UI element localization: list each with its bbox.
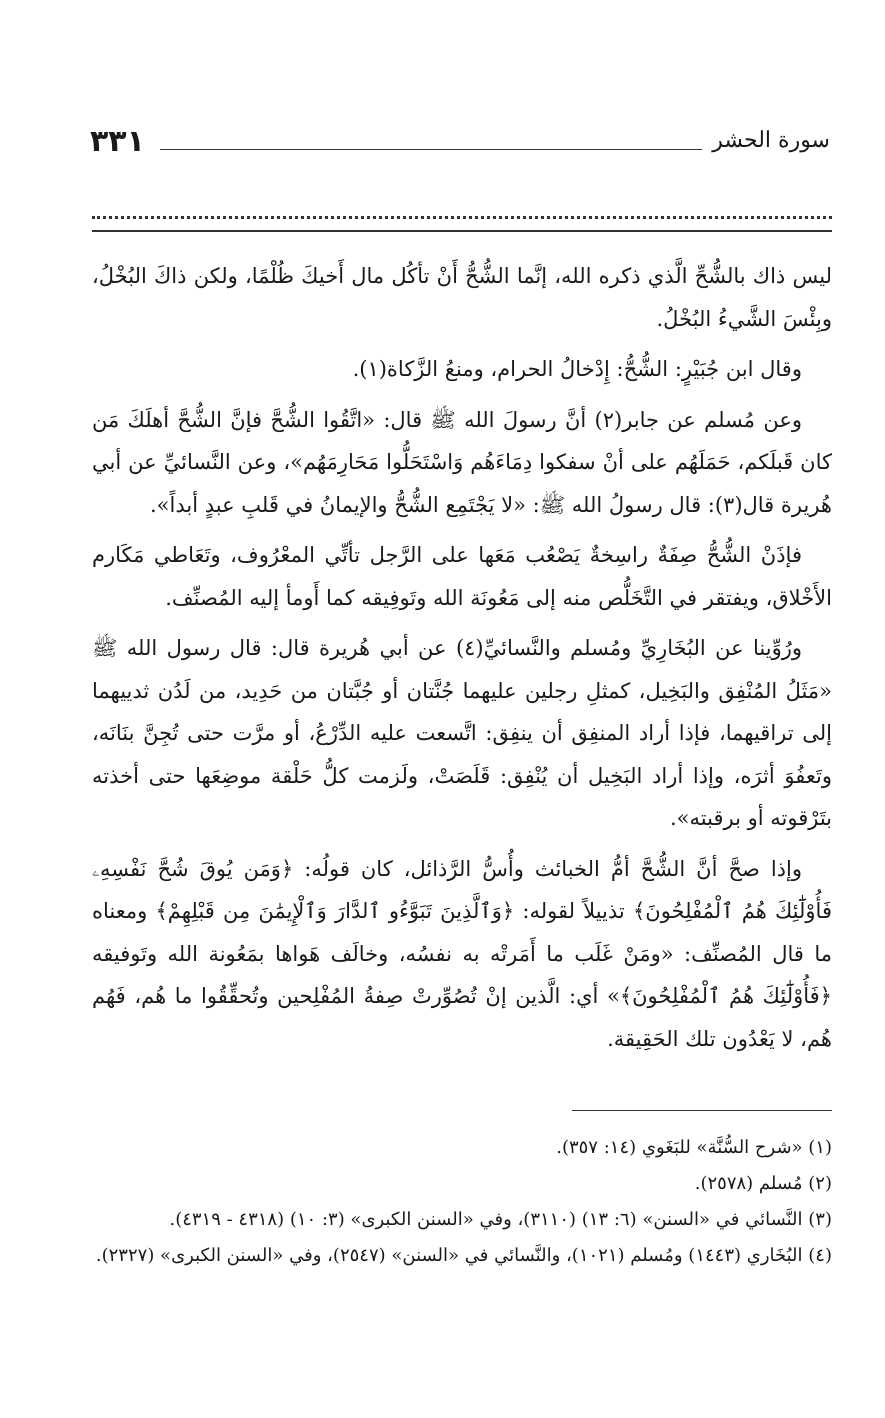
paragraph: فإذَنْ الشُّحُّ صِفَةٌ راسِخةٌ يَصْعُب مَعَها على الرَّجل تأتِّي المعْرُوف، وتَعَاطي مَكَارم الأَخْلاق، ويفتقر في التَّخَلُّص منه إلى مَعُونَة الله وتَوفِيقه كما أَومأ إليه المُصنِّف. — [92, 543, 832, 610]
dotted-separator — [92, 196, 832, 219]
paragraph: ورُوِّينا عن البُخَارِيِّ ومُسلم والنَّسائيِّ(٤) عن أبي هُريرة قال: قال رسول الله ﷺ «مَثَلُ المُنْفِق والبَخِيل، كمثلِ رجلين عليهما جُنَّتان أو جُبَّتان من حَدِيد، من لَدُن ثدييهما إلى تراقيهما، فإذا أراد المنفِق أن ينفِق: اتَّسعت عليه الدِّرْعُ، أو مرَّت حتى تُجِنَّ بنَانَه، وتَعفُوَ أثرَه، وإذا أراد البَخِيل أن يُنْفِق: قَلَصَتْ، ولَزمت كلُّ حَلْقة موضِعَها حتى أخذته بتَرْقوته أو برقبته». — [92, 636, 832, 830]
top-rule — [92, 230, 832, 232]
main-text — [92, 255, 832, 1068]
footnote: (٣) النَّسائي في «السنن» (٦: ١٣) (٣١١٠)، وفي «السنن الكبرى» (٣: ١٠) (٤٣١٨ - ٤٣١٩). — [169, 1209, 832, 1230]
header-rule — [160, 149, 702, 150]
footnote: (٤) البُخَاري (١٤٤٣) ومُسلم (١٠٢١)، والنَّسائي في «السنن» (٢٥٤٧)، وفي «السنن الكبرى» (٢٣٢٧). — [95, 1245, 832, 1266]
page-header — [90, 120, 830, 170]
footnote: (١) «شرح السُّنَّة» للبَغَوي (١٤: ٣٥٧). — [556, 1137, 832, 1158]
paragraph: وعن مُسلم عن جابر(٢) أنَّ رسولَ الله ﷺ قال: «اتَّقُوا الشُّحَّ فإنَّ الشُّحَّ أهلَكَ مَن كان قَبلَكم، حَمَلَهُم على أنْ سفكوا دِمَاءَهُم وَاسْتَحَلُّوا مَحَارِمَهُم»، وعن النَّسائيِّ عن أبي هُريرة قال(٣): قال رسولُ الله ﷺ: «لا يَجْتَمِع الشُّحُّ والإيمانُ في قَلبِ عبدٍ أبداً». — [92, 407, 832, 517]
page-number: ٣٣١ — [90, 124, 145, 159]
paragraph: ليس ذاك بالشُّحِّ الَّذي ذكره الله، إنَّما الشُّحُّ أَنْ تأكُل مال أَخيكَ ظُلْمًا، ولكن ذاكَ البُخْلُ، وبِئْسَ الشَّيءُ البُخْلُ. — [92, 264, 832, 331]
surah-title: سورة الحشر — [712, 128, 830, 153]
footnote-separator — [572, 1110, 832, 1111]
footnotes — [92, 1130, 832, 1274]
paragraph: وقال ابن جُبَيْرٍ: الشُّحُّ: إِدْخالُ الحرام، ومنعُ الزَّكاة(١). — [352, 357, 802, 381]
footnote: (٢) مُسلم (٢٥٧٨). — [694, 1173, 832, 1194]
paragraph: وإذا صحَّ أنَّ الشُّحَّ أمُّ الخبائث وأُسُّ الرَّذائل، كان قولُه: ﴿وَمَن يُوقَ شُحَّ نَفْسِهِۦ فَأُوْلَٰٓئِكَ هُمُ ٱلْمُفْلِحُونَ﴾ تذييلاً لقوله: ﴿وَٱلَّذِينَ تَبَوَّءُو ٱلدَّارَ وَٱلْإِيمَٰنَ مِن قَبْلِهِمْ﴾ ومعناه ما قال المُصنِّف: «ومَنْ غَلَب ما أَمَرتْه به نفسُه، وخالَف هَواها بمَعُونة الله وتَوفيقه ﴿فَأُوْلَٰٓئِكَ هُمُ ٱلْمُفْلِحُونَ﴾» أي: الَّذين إنْ تُصُوِّرتْ صِفةُ المُفْلِحين وتُحقِّقُوا ما هُم، فَهُم هُم، لا يَعْدُون تلك الحَقِيقة. — [92, 856, 832, 1051]
